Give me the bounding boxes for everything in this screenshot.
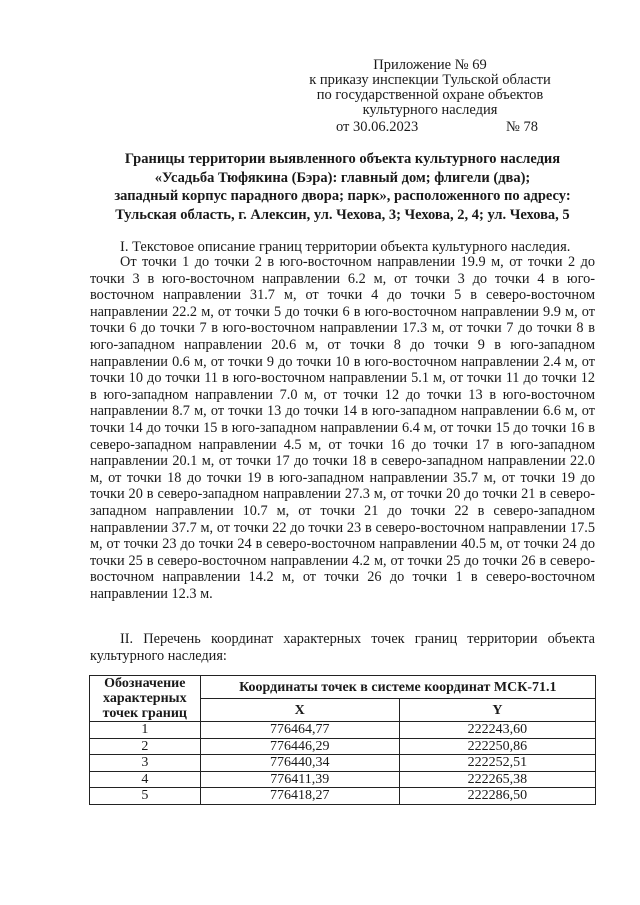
section1-heading: I. Текстовое описание границ территории объекта культурного наследия. bbox=[120, 239, 571, 255]
cell-point: 4 bbox=[90, 771, 201, 788]
annex-line-2: к приказу инспекции Тульской области bbox=[309, 72, 551, 88]
table-row bbox=[90, 722, 596, 739]
cell-y: 222243,60 bbox=[399, 722, 595, 739]
coordinates-table bbox=[89, 675, 596, 805]
cell-x: 776411,39 bbox=[200, 771, 399, 788]
header-point-designation: Обозначение характерных точек границ bbox=[90, 676, 201, 722]
title-line-2: «Усадьба Тюфякина (Бэра): главный дом; флигели (два); bbox=[154, 169, 531, 186]
section1-text: От точки 1 до точки 2 в юго-восточном направлении 19.9 м, от точки 2 до точки 3 в юго-восточном направлении 6.2 м, от точки 3 до точки 4 в юго-восточном направлении 31.7 м, от точки 4 до точки 5 в северо-восточном направлении 22.2 м, от точки 5 до точки 6 в юго-восточном направлении 9.9 м, от точки 6 до точки 7 в юго-восточном направлении 17.3 м, от точки 7 до точки 8 в юго-западном направлении 20.6 м, от точки 8 до точки 9 в юго-западном направлении 0.6 м, от точки 9 до точки 10 в юго-восточном направлении 2.4 м, от точки 10 до точки 11 в юго-восточном направлении 5.1 м, от точки 11 до точки 12 в юго-западном направлении 7.0 м, от точки 12 до точки 13 в юго-восточном направлении 8.7 м, от точки 13 до точки 14 в юго-западном направлении 6.6 м, от точки 14 до точки 15 в юго-западном направлении 6.4 м, от точки 15 до точки 16 в северо-западном направлении 4.5 м, от точки 16 до точки 17 в юго-западном направлении 20.1 м, от точки 17 до точки 18 в северо-западном направлении 22.0 м, от точки 18 до точки 19 в юго-западном направлении 35.7 м, от точки 19 до точки 20 в северо-западном направлении 27.3 м, от точки 20 до точки 21 в северо-западном направлении 10.7 м, от точки 21 до точки 22 в северо-западном направлении 37.7 м, от точки 22 до точки 23 в северо-восточном направлении 17.5 м, от точки 23 до точки 24 в северо-восточном направлении 40.5 м, от точки 24 до точки 25 в северо-восточном направлении 4.2 м, от точки 25 до точки 26 в северо-восточном направлении 14.2 м, от точки 26 до точки 1 в северо-восточном направлении 12.3 м. bbox=[90, 254, 595, 602]
cell-x: 776418,27 bbox=[200, 788, 399, 805]
annex-date: от 30.06.2023 bbox=[336, 119, 419, 135]
cell-x: 776464,77 bbox=[200, 722, 399, 739]
header-y: Y bbox=[399, 699, 595, 722]
title-line-1: Границы территории выявленного объекта культурного наследия bbox=[124, 151, 561, 167]
cell-point: 1 bbox=[90, 722, 201, 739]
annex-line-4: культурного наследия bbox=[362, 102, 498, 118]
table-row bbox=[90, 788, 596, 805]
cell-point: 2 bbox=[90, 738, 201, 755]
annex-number: № 78 bbox=[506, 119, 538, 135]
annex-date-number bbox=[300, 120, 560, 135]
annex-line-1: Приложение № 69 bbox=[373, 57, 487, 73]
cell-y: 222252,51 bbox=[399, 755, 595, 772]
cell-point: 3 bbox=[90, 755, 201, 772]
cell-x: 776446,29 bbox=[200, 738, 399, 755]
document-title bbox=[90, 150, 595, 224]
cell-y: 222265,38 bbox=[399, 771, 595, 788]
table-row bbox=[90, 771, 596, 788]
section2-heading: II. Перечень координат характерных точек границ территории объекта культурного наследия: bbox=[90, 631, 595, 664]
annex-line-3: по государственной охране объектов bbox=[316, 87, 544, 103]
cell-y: 222286,50 bbox=[399, 788, 595, 805]
cell-y: 222250,86 bbox=[399, 738, 595, 755]
annex-header bbox=[300, 58, 560, 135]
title-line-3: западный корпус парадного двора; парк», расположенного по адресу: bbox=[114, 188, 571, 204]
header-coordinates: Координаты точек в системе координат МСК-71.1 bbox=[200, 676, 595, 699]
table-row bbox=[90, 738, 596, 755]
table-row bbox=[90, 755, 596, 772]
title-line-4: Тульская область, г. Алексин, ул. Чехова, 3; Чехова, 2, 4; ул. Чехова, 5 bbox=[115, 206, 570, 223]
cell-point: 5 bbox=[90, 788, 201, 805]
table-header-row bbox=[90, 676, 596, 699]
cell-x: 776440,34 bbox=[200, 755, 399, 772]
header-x: X bbox=[200, 699, 399, 722]
